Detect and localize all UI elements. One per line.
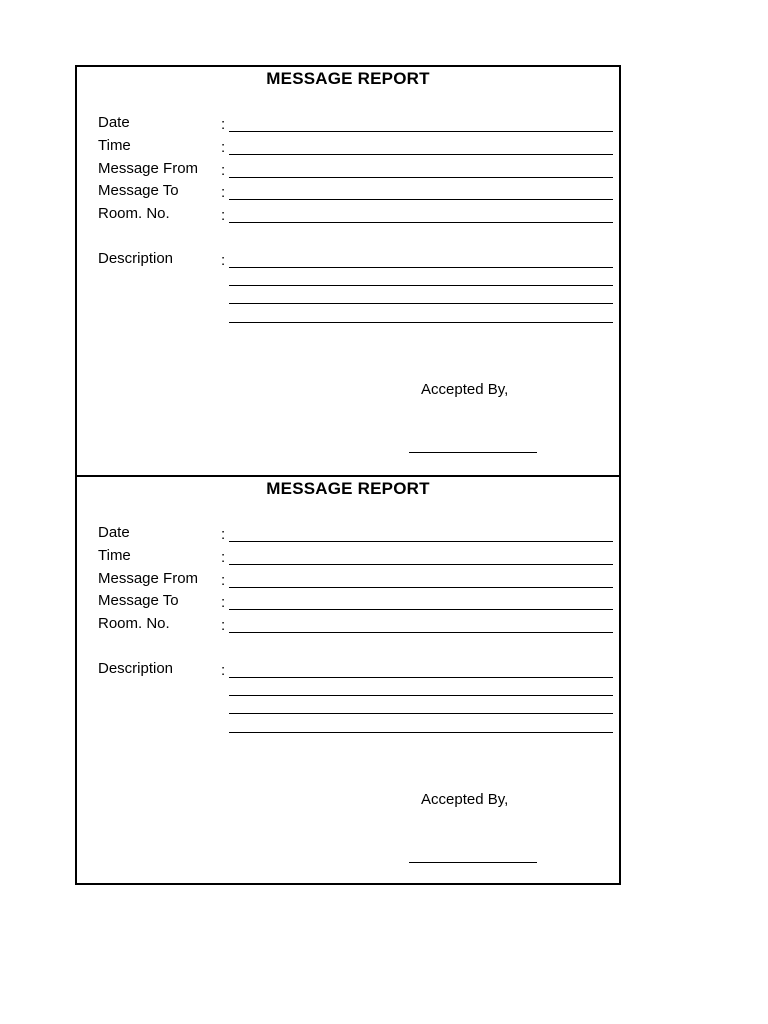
- description-extra-line[interactable]: [229, 285, 613, 286]
- field-colon: :: [221, 617, 226, 634]
- description-extra-line[interactable]: [229, 695, 613, 696]
- signature-line[interactable]: [409, 452, 537, 453]
- field-colon: :: [221, 572, 226, 589]
- time-input-line[interactable]: [229, 154, 613, 155]
- message-from-label: Message From: [98, 160, 199, 177]
- date-field[interactable]: [98, 112, 613, 134]
- description-extra-line[interactable]: [229, 732, 613, 733]
- description-input-line[interactable]: [229, 267, 613, 268]
- date-label: Date: [98, 524, 130, 541]
- field-colon: :: [221, 162, 226, 179]
- field-colon: :: [221, 139, 226, 156]
- time-field[interactable]: [98, 545, 613, 567]
- time-label: Time: [98, 547, 131, 564]
- message-to-field[interactable]: [98, 590, 613, 612]
- field-colon: :: [221, 184, 226, 201]
- message-to-label: Message To: [98, 592, 179, 609]
- room-no-input-line[interactable]: [229, 632, 613, 633]
- message-from-input-line[interactable]: [229, 177, 613, 178]
- signature-line[interactable]: [409, 862, 537, 863]
- room-no-field[interactable]: [98, 613, 613, 635]
- message-to-input-line[interactable]: [229, 609, 613, 610]
- message-report-form-top: [77, 67, 619, 475]
- message-from-label: Message From: [98, 570, 199, 587]
- message-report-card: [75, 65, 621, 885]
- message-from-input-line[interactable]: [229, 587, 613, 588]
- time-input-line[interactable]: [229, 564, 613, 565]
- field-colon: :: [221, 549, 226, 566]
- message-report-form-bottom: [77, 475, 619, 883]
- field-colon: :: [221, 252, 226, 269]
- description-field[interactable]: [98, 658, 613, 680]
- description-label: Description: [98, 660, 174, 677]
- message-from-field[interactable]: [98, 158, 613, 180]
- date-field[interactable]: [98, 522, 613, 544]
- date-input-line[interactable]: [229, 541, 613, 542]
- message-to-field[interactable]: [98, 180, 613, 202]
- message-from-field[interactable]: [98, 568, 613, 590]
- room-no-label: Room. No.: [98, 615, 170, 632]
- form-title: MESSAGE REPORT: [266, 69, 430, 88]
- room-no-input-line[interactable]: [229, 222, 613, 223]
- description-input-line[interactable]: [229, 677, 613, 678]
- description-extra-line[interactable]: [229, 713, 613, 714]
- date-label: Date: [98, 114, 130, 131]
- description-field[interactable]: [98, 248, 613, 270]
- message-to-label: Message To: [98, 182, 179, 199]
- field-colon: :: [221, 207, 226, 224]
- field-colon: :: [221, 526, 226, 543]
- field-colon: :: [221, 662, 226, 679]
- field-colon: :: [221, 116, 226, 133]
- room-no-field[interactable]: [98, 203, 613, 225]
- room-no-label: Room. No.: [98, 205, 170, 222]
- accepted-by-label: Accepted By,: [421, 791, 509, 808]
- date-input-line[interactable]: [229, 131, 613, 132]
- time-field[interactable]: [98, 135, 613, 157]
- time-label: Time: [98, 137, 131, 154]
- description-label: Description: [98, 250, 174, 267]
- description-extra-line[interactable]: [229, 303, 613, 304]
- accepted-by-label: Accepted By,: [421, 381, 509, 398]
- form-title: MESSAGE REPORT: [266, 479, 430, 498]
- message-to-input-line[interactable]: [229, 199, 613, 200]
- field-colon: :: [221, 594, 226, 611]
- description-extra-line[interactable]: [229, 322, 613, 323]
